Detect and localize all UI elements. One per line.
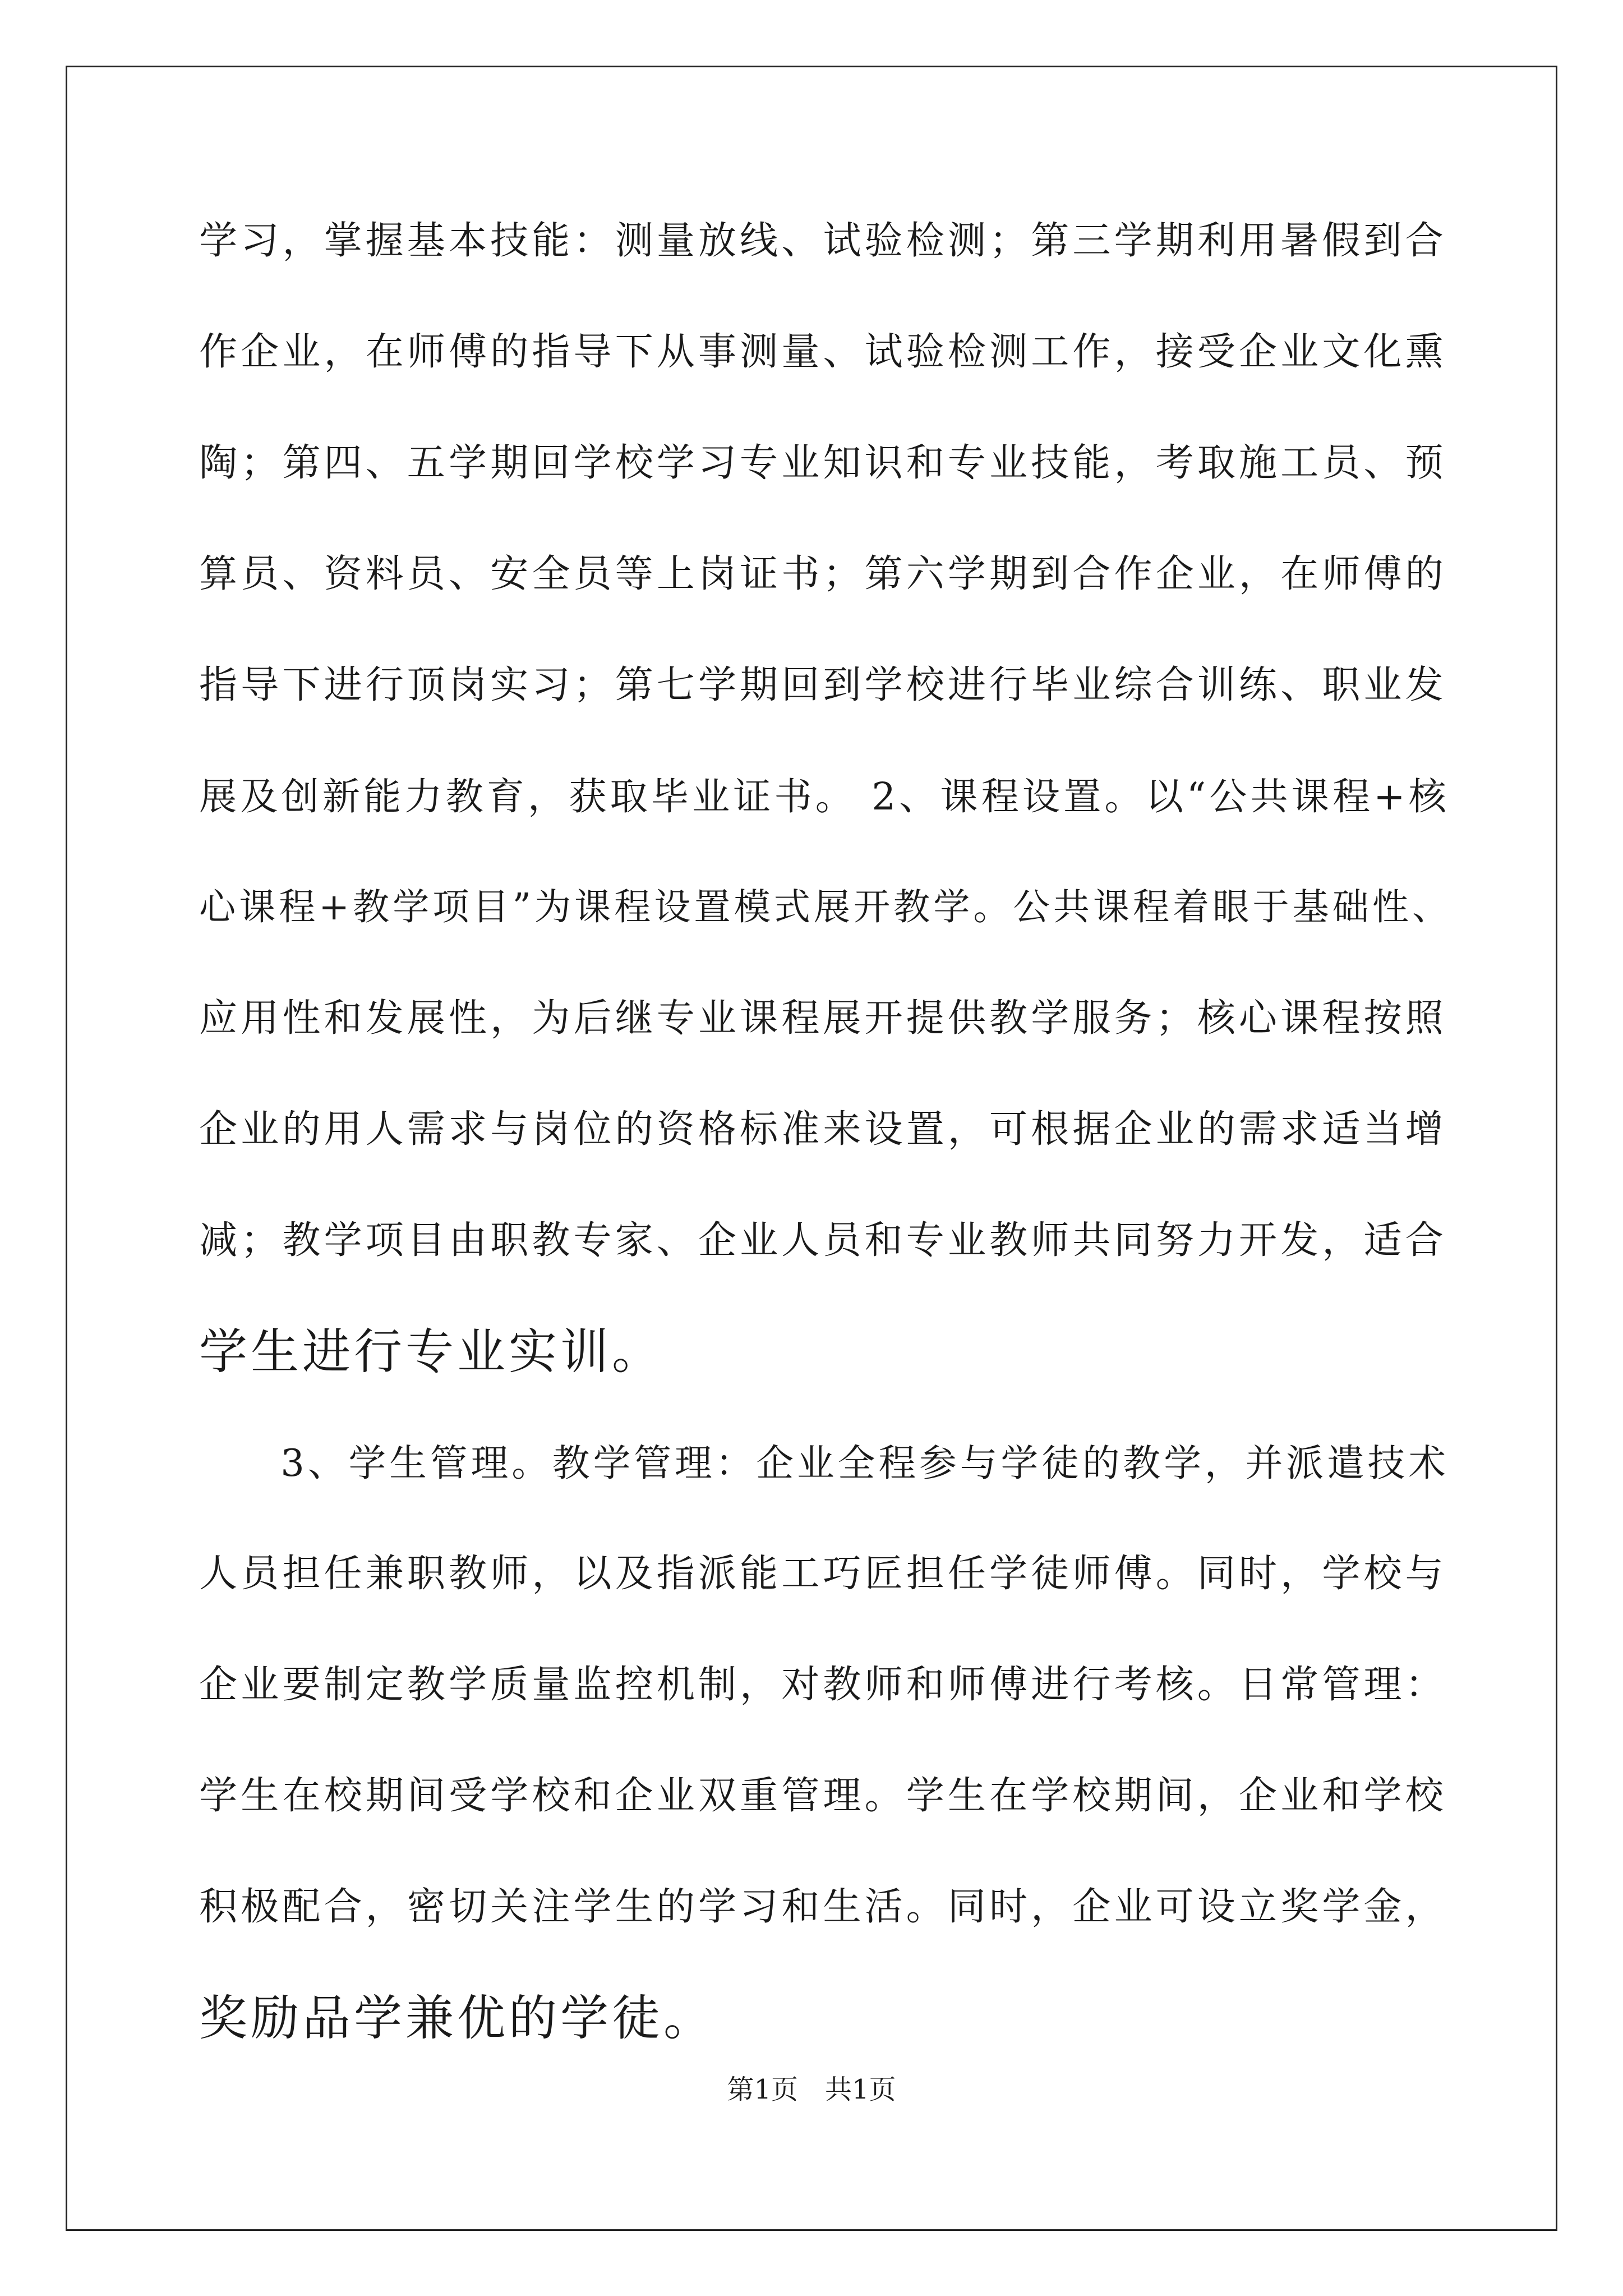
text-line: 学习，掌握基本技能：测量放线、试验检测；第三学期利用暑假到合 [199,219,1447,263]
text-line: 作企业，在师傅的指导下从事测量、试验检测工作，接受企业文化熏 [199,330,1447,374]
text-line: 指导下进行顶岗实习；第七学期回到学校进行毕业综合训练、职业发 [199,663,1447,707]
text-line: 算员、资料员、安全员等上岗证书；第六学期到合作企业，在师傅的 [199,552,1447,596]
text-line: 陶；第四、五学期回学校学习专业知识和专业技能，考取施工员、预 [199,441,1447,485]
text-line: 企业要制定教学质量监控机制，对教师和师傅进行考核。日常管理： [199,1663,1447,1707]
text-line: 企业的用人需求与岗位的资格标准来设置，可根据企业的需求适当增 [199,1107,1447,1152]
text-line: 应用性和发展性，为后继专业课程展开提供教学服务；核心课程按照 [199,996,1447,1041]
text-line: 心课程+教学项目”为课程设置模式展开教学。公共课程着眼于基础性、 [199,886,1453,928]
text-line: 学生进行专业实训。 [199,1324,663,1380]
text-line: 人员担任兼职教师，以及指派能工巧匠担任学徒师傅。同时，学校与 [199,1552,1447,1596]
text-line: 积极配合，密切关注学生的学习和生活。同时，企业可设立奖学金， [199,1885,1447,1929]
text-line: 奖励品学兼优的学徒。 [199,1990,715,2046]
text-line: 3、学生管理。教学管理：企业全程参与学徒的教学，并派遣技术 [199,1441,1450,1485]
page-number-footer: 第1页 共1页 [727,2074,896,2105]
text-line: 减；教学项目由职教专家、企业人员和专业教师共同努力开发，适合 [199,1218,1447,1263]
text-line: 学生在校期间受学校和企业双重管理。学生在学校期间，企业和学校 [199,1774,1447,1818]
text-line: 展及创新能力教育，获取毕业证书。 2、课程设置。以“公共课程+核 [199,775,1450,818]
